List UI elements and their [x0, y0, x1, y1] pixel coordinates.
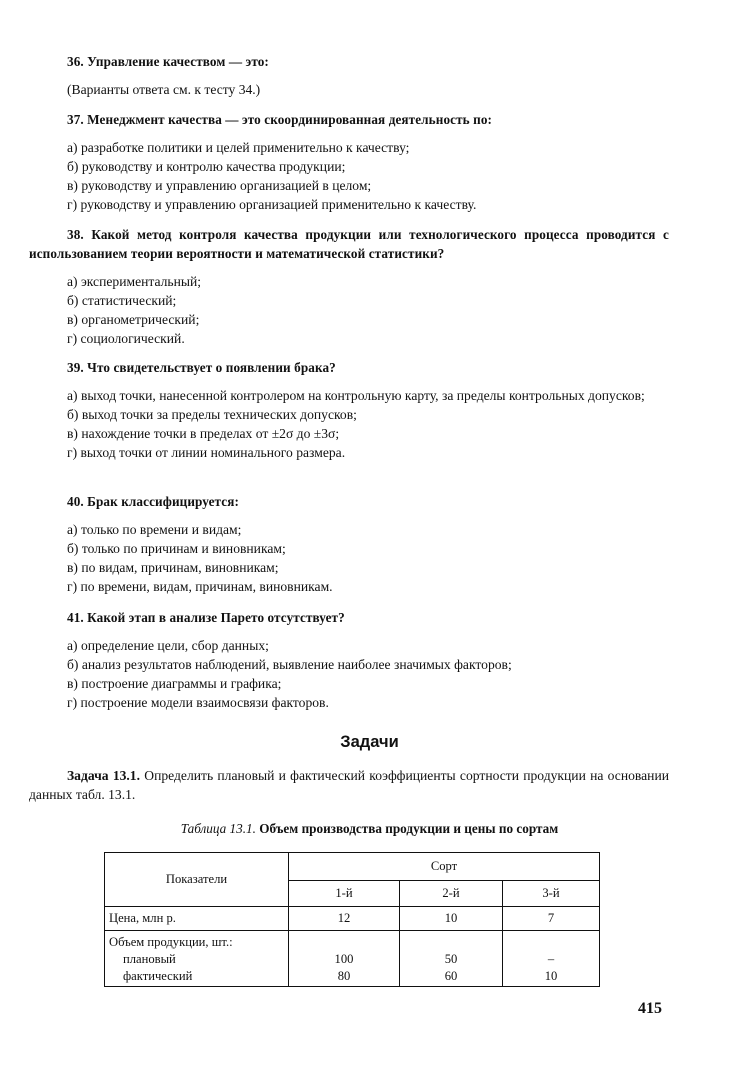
- answer-option: а) экспериментальный;: [67, 274, 202, 289]
- question-note: (Варианты ответа см. к тесту 34.): [67, 82, 261, 97]
- actual-value: 10: [544, 969, 558, 983]
- volume-cell: [289, 931, 400, 987]
- volume-label: Объем продукции, шт.:: [109, 935, 233, 949]
- question-title: 38. Какой метод контроля качества продукции или технологического процесса проводится с использованием теории вероятности и математической статистики?: [29, 227, 669, 261]
- answer-option: г) социологический.: [67, 331, 185, 346]
- price-label: Цена, млн р.: [105, 907, 289, 931]
- price-cell: 7: [503, 907, 600, 931]
- table-caption-text: Объем производства продукции и цены по сортам: [255, 821, 559, 836]
- question-title: 39. Что свидетельствует о появлении брака?: [67, 360, 336, 375]
- answer-option: а) только по времени и видам;: [67, 522, 242, 537]
- task-text: Определить плановый и фактический коэффициенты сортности продукции на основании данных табл. 13.1.: [29, 768, 670, 802]
- volume-labels: [105, 931, 289, 987]
- planned-value: 50: [444, 952, 458, 966]
- table-row: [105, 907, 600, 931]
- answer-option: г) построение модели взаимосвязи факторов.: [67, 695, 329, 710]
- question-38: [29, 225, 669, 348]
- planned-value: 100: [334, 952, 354, 966]
- task-13-1: [29, 766, 669, 804]
- question-36: [29, 52, 669, 99]
- table-row: [105, 853, 600, 881]
- answer-option: в) по видам, причинам, виновникам;: [67, 560, 279, 575]
- question-title: 40. Брак классифицируется:: [67, 494, 239, 509]
- answer-option: а) определение цели, сбор данных;: [67, 638, 269, 653]
- actual-label: фактический: [123, 969, 193, 983]
- answer-option: б) руководству и контролю качества продукции;: [67, 159, 346, 174]
- task-label: Задача 13.1.: [67, 768, 141, 783]
- question-37: [29, 110, 669, 214]
- answer-option: в) нахождение точки в пределах от ±2σ до ±3σ;: [67, 426, 340, 441]
- table-row: [105, 931, 600, 987]
- price-cell: 10: [400, 907, 503, 931]
- table-caption-prefix: Таблица 13.1.: [180, 821, 256, 836]
- question-39: [29, 358, 669, 462]
- answer-option: б) выход точки за пределы технических допусков;: [67, 407, 357, 422]
- grade-table: [104, 852, 600, 987]
- table-caption: [0, 821, 739, 837]
- volume-cell: [400, 931, 503, 987]
- question-title: 37. Менеджмент качества — это скоординированная деятельность по:: [67, 112, 493, 127]
- grade-header: 1-й: [289, 881, 400, 907]
- question-40: [29, 492, 669, 596]
- answer-option: а) выход точки, нанесенной контролером на контрольную карту, за пределы контрольных допусков;: [67, 388, 645, 403]
- question-title: 41. Какой этап в анализе Парето отсутствует?: [67, 610, 345, 625]
- answer-option: а) разработке политики и целей применительно к качеству;: [67, 140, 410, 155]
- header-grade: Сорт: [289, 853, 600, 881]
- grade-header: 2-й: [400, 881, 503, 907]
- volume-cell: [503, 931, 600, 987]
- grade-header: 3-й: [503, 881, 600, 907]
- page-number: 415: [638, 1000, 662, 1017]
- answer-option: б) анализ результатов наблюдений, выявление наиболее значимых факторов;: [67, 657, 512, 672]
- answer-option: в) руководству и управлению организацией в целом;: [67, 178, 372, 193]
- answer-option: б) только по причинам и виновникам;: [67, 541, 286, 556]
- answer-option: в) органометрический;: [67, 312, 200, 327]
- header-indicator: Показатели: [105, 853, 289, 907]
- actual-value: 60: [444, 969, 458, 983]
- answer-option: в) построение диаграммы и графика;: [67, 676, 282, 691]
- price-cell: 12: [289, 907, 400, 931]
- answer-option: б) статистический;: [67, 293, 177, 308]
- question-title: 36. Управление качеством — это:: [67, 54, 269, 69]
- planned-label: плановый: [123, 952, 176, 966]
- question-41: [29, 608, 669, 712]
- planned-value: –: [547, 952, 555, 966]
- section-title: Задачи: [340, 733, 399, 751]
- actual-value: 80: [337, 969, 351, 983]
- answer-option: г) руководству и управлению организацией применительно к качеству.: [67, 197, 477, 212]
- answer-option: г) выход точки от линии номинального размера.: [67, 445, 346, 460]
- answer-option: г) по времени, видам, причинам, виновникам.: [67, 579, 333, 594]
